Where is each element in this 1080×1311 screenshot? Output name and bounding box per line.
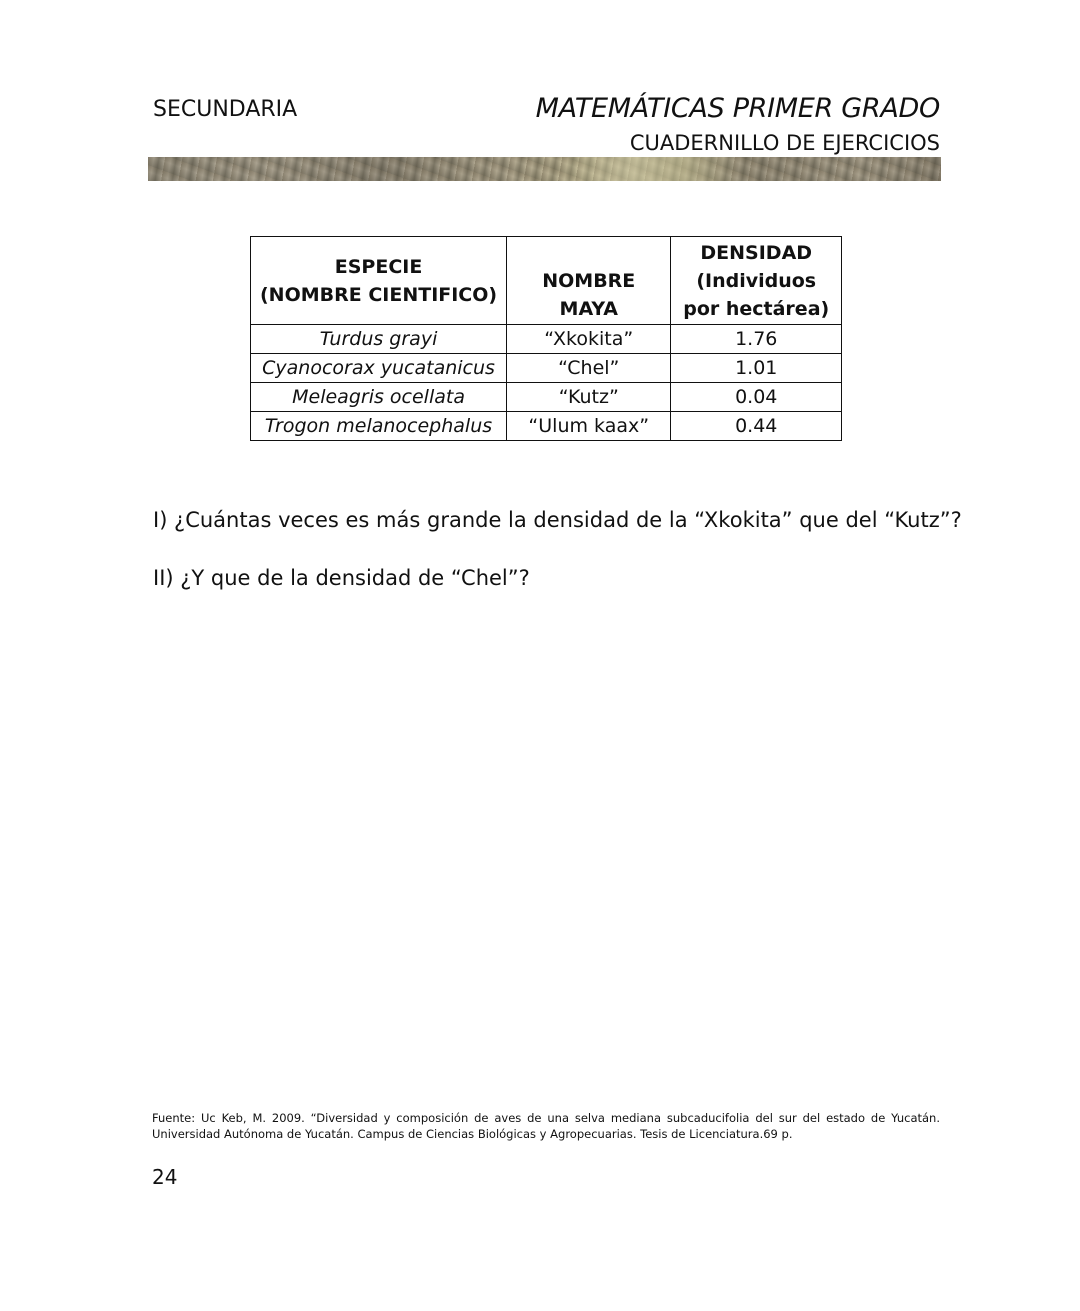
table-row [251, 354, 842, 383]
maya-name-cell: “Xkokita” [507, 325, 671, 354]
question-1: I) ¿Cuántas veces es más grande la densidad de la “Xkokita” que del “Kutz”? [153, 508, 962, 532]
header-section-label: SECUNDARIA [153, 97, 298, 122]
density-cell: 0.44 [671, 412, 842, 441]
header-density-line3: por hectárea) [683, 297, 830, 320]
page-number: 24 [152, 1165, 178, 1189]
table-row [251, 412, 842, 441]
maya-name-cell: “Ulum kaax” [507, 412, 671, 441]
header-book-title: MATEMÁTICAS PRIMER GRADO [535, 93, 940, 124]
header-density [671, 237, 842, 325]
table-row [251, 383, 842, 412]
table-row [251, 325, 842, 354]
density-cell: 0.04 [671, 383, 842, 412]
header-species-line1: ESPECIE [334, 255, 423, 278]
species-cell: Meleagris ocellata [251, 383, 507, 412]
header-density-line1: DENSIDAD [700, 241, 813, 264]
header-species [251, 237, 507, 325]
species-cell: Cyanocorax yucatanicus [251, 354, 507, 383]
maya-name-cell: “Chel” [507, 354, 671, 383]
species-cell: Turdus grayi [251, 325, 507, 354]
bird-density-table [250, 236, 842, 441]
question-2: II) ¿Y que de la densidad de “Chel”? [153, 566, 530, 590]
decorative-banner [148, 157, 941, 181]
density-cell: 1.01 [671, 354, 842, 383]
header-book-subtitle: CUADERNILLO DE EJERCICIOS [629, 131, 940, 155]
header-density-line2: (Individuos [696, 269, 817, 292]
species-cell: Trogon melanocephalus [251, 412, 507, 441]
header-maya-line2: MAYA [559, 297, 618, 320]
density-cell: 1.76 [671, 325, 842, 354]
source-footnote: Fuente: Uc Keb, M. 2009. “Diversidad y composición de aves de una selva mediana subcaducifolia del sur del estado de Yucatán. Universidad Autónoma de Yucatán. Campus de Ciencias Biológicas y Agropecuarias. Tesis de Licenciatura.69 p. [152, 1111, 940, 1141]
table-header-row [251, 237, 842, 325]
header-maya-line1: NOMBRE [542, 269, 636, 292]
header-species-line2: (NOMBRE CIENTIFICO) [259, 283, 498, 306]
maya-name-cell: “Kutz” [507, 383, 671, 412]
banner-highlight [558, 157, 738, 181]
header-maya-name [507, 237, 671, 325]
